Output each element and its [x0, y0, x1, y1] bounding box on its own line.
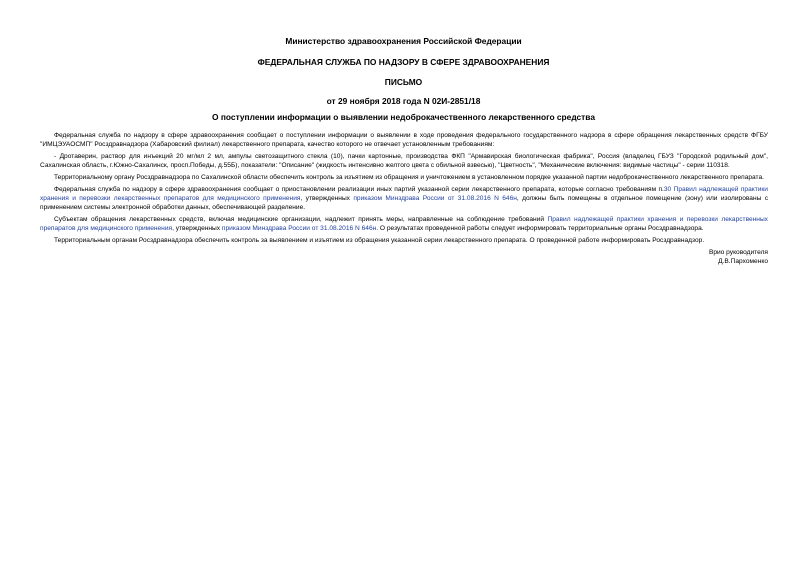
document-subject: О поступлении информации о выявлении недоброкачественного лекарственного средства: [212, 112, 595, 122]
paragraph-2: - Дротаверин, раствор для инъекций 20 мг/мл 2 мл, ампулы светозащитного стекла (10), пачки картонные, производства ФКП "Армавирская биологическая фабрика", Россия (владелец ГБУЗ "Городской родильный дом", Сахалинская область, г.Южно-Сахалинск, просп.Победы, д.55Б), показатели: "Описание" (жидкость интенсивно желтого цвета с обильной взвесью), "Цветность", "Механические включения: видимые частицы" - серии 110318.: [40, 153, 768, 170]
paragraph-1: Федеральная служба по надзору в сфере здравоохранения сообщает о поступлении информации о выявлении в ходе проведения федерального государственного надзора в сфере обращения лекарственных средств ФГБУ "ИМЦЭУАОСМП" Росздравнадзора (Хабаровский филиал) лекарственного препарата, качество которого не отвечает установленным требованиям:: [40, 132, 768, 149]
rules-link[interactable]: 30 Правил надлежащей практики хранения и перевозки лекарственных препаратов для медицинского применения: [40, 185, 768, 202]
rules-link[interactable]: Правил надлежащей практики хранения и перевозки лекарственных препаратов для медицинского применения: [40, 216, 768, 233]
order-link[interactable]: приказом Минздрава России от 31.08.2016 N 646н: [353, 195, 517, 202]
order-link[interactable]: приказом Минздрава России от 31.08.2016 N 646н: [221, 225, 377, 233]
paragraph-4-text-c: , должны быть помещены в отдельное помещение (зону) или изолированы с применением системы электронной обработки данных, обеспечивающей разделение.: [40, 195, 768, 212]
paragraph-4-text-a: Федеральная служба по надзору в сфере здравоохранения сообщает о приостановлении реализации иных партий указанной серии лекарственного препарата, которые согласно требованиям п.: [54, 185, 664, 193]
paragraph-5: [40, 215, 768, 234]
paragraph-4-text-b: , утвержденных: [300, 195, 354, 202]
service-heading: ФЕДЕРАЛЬНАЯ СЛУЖБА ПО НАДЗОРУ В СФЕРЕ ЗДРАВООХРАНЕНИЯ: [257, 57, 550, 67]
paragraph-6: Территориальным органам Росздравнадзора обеспечить контроль за выявлением и изъятием из обращения указанной серии лекарственного препарата. О проведенной работе информировать Росздравнадзор.: [54, 237, 705, 244]
signature-position: Врио руководителя: [708, 248, 768, 256]
paragraph-3: Территориальному органу Росздравнадзора по Сахалинской области обеспечить контроль за изъятием из обращения и уничтожением в установленном порядке указанной партии недоброкачественного лекарственного препарата.: [54, 174, 764, 181]
paragraph-5-text-b: , утвержденных: [172, 225, 222, 233]
paragraph-5-text-a: Субъектам обращения лекарственных средств, включая медицинские организации, надлежит принять меры, направленные на соблюдение требований: [54, 216, 548, 223]
signature-name: Д.В.Пархоменко: [718, 258, 768, 265]
document-type: ПИСЬМО: [384, 77, 423, 87]
document-body: [40, 131, 768, 266]
paragraph-5-text-c: . О результатах проведенной работы следует информировать территориальные органы Росздравнадзора.: [376, 225, 704, 233]
ministry-heading: Министерство здравоохранения Российской Федерации: [285, 36, 522, 46]
document-date-number: от 29 ноября 2018 года N 02И-2851/18: [326, 96, 481, 106]
paragraph-4: [40, 185, 768, 213]
